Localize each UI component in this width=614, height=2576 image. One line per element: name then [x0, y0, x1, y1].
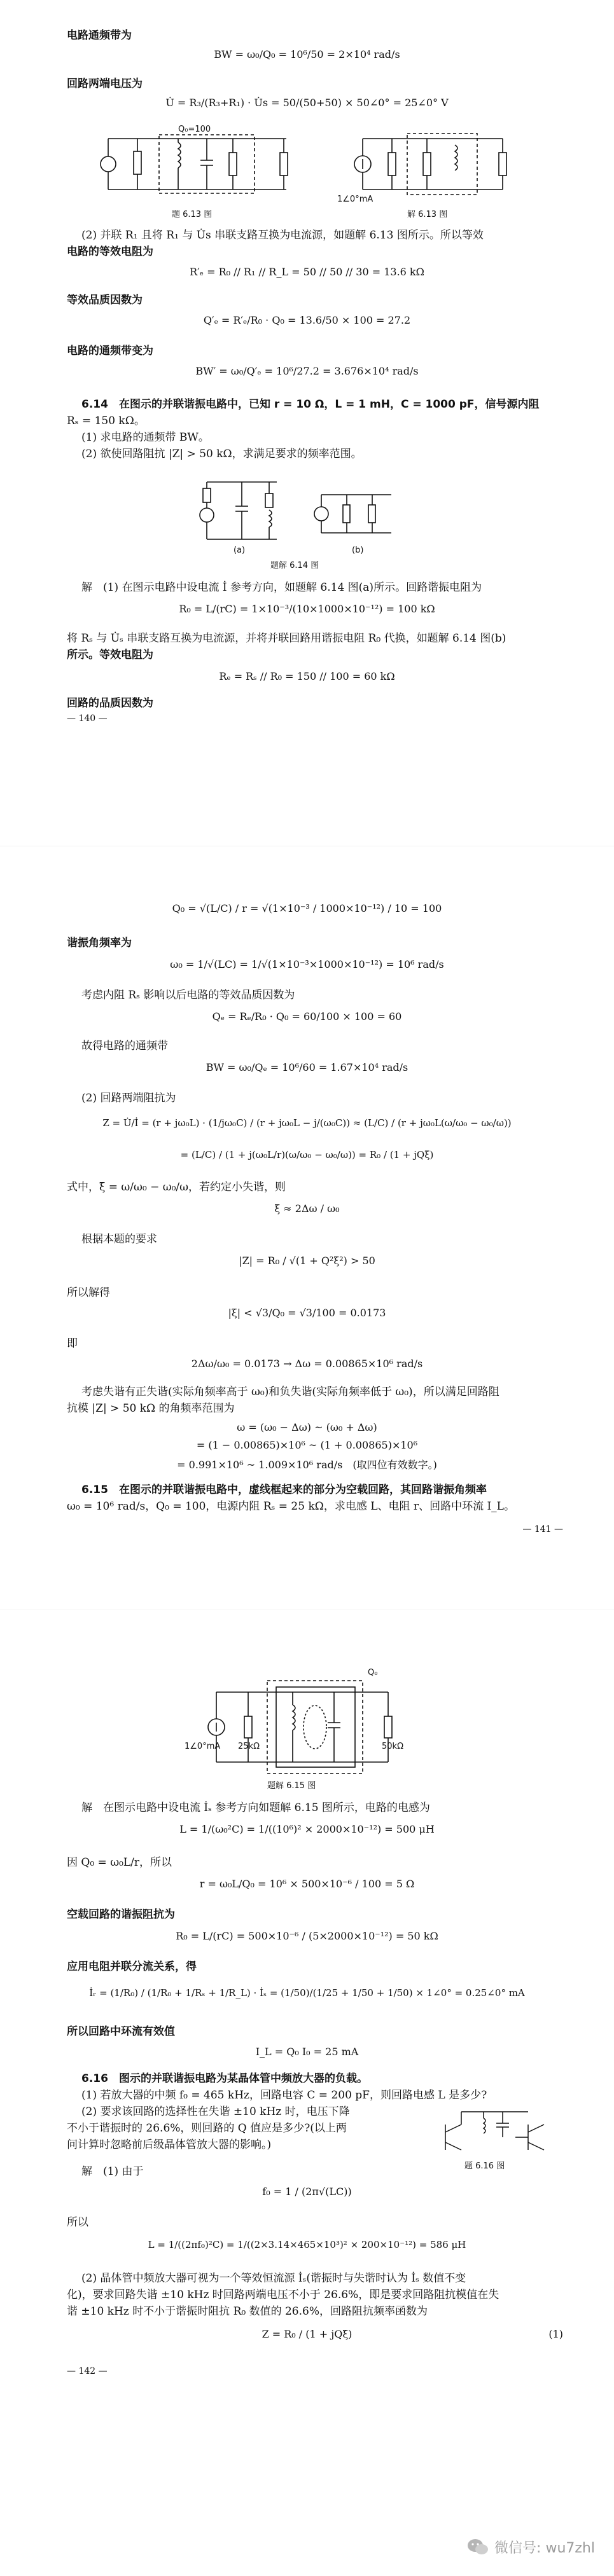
- text-line: 式中，ξ = ω/ω₀ − ω₀/ω，若约定小失谐，则: [67, 1181, 286, 1194]
- text-line: 考虑内阻 Rₛ 影响以后电路的等效品质因数为: [81, 989, 295, 1002]
- text-line: 故得电路的通频带: [81, 1040, 168, 1052]
- text-line: 所以解得: [67, 1286, 110, 1299]
- equation: Z = U̇/İ = (r + jω₀L) · (1/jω₀C) / (r + jω₀L − j/(ω₀C)) ≈ (L/C) / (r + jω₀L(ω/ω₀ − ω₀/ω)): [102, 1117, 512, 1129]
- text-line: (1) 求电路的通频带 BW。: [81, 431, 209, 444]
- equation: = (1 − 0.00865)×10⁶ ~ (1 + 0.00865)×10⁶: [196, 1439, 418, 1451]
- circuit-figure-6-14: [194, 469, 404, 570]
- equation: Rₑ = Rₛ // R₀ = 150 // 100 = 60 kΩ: [219, 670, 395, 682]
- paragraph: 谐 ±10 kHz 时不小于谐振时阻抗 R₀ 数值的 26.6%，回路阻抗频率函数为: [67, 2305, 428, 2318]
- question-6-16: 6.16 图示的并联谐振电路为某晶体管中频放大器的负载。: [81, 2072, 368, 2085]
- equation: = 0.991×10⁶ ~ 1.009×10⁶ rad/s (取四位有效数字。): [177, 1459, 437, 1471]
- question-6-14: 6.14 在图示的并联谐振电路中，已知 r = 10 Ω，L = 1 mH，C = 1000 pF，信号源内阻: [81, 398, 540, 411]
- paragraph: 考虑失谐有正失谐(实际角频率高于 ω₀)和负失谐(实际角频率低于 ω₀)，所以满足回路阻: [81, 1386, 499, 1398]
- text-line: (2) 欲使回路阻抗 |Z| > 50 kΩ，求满足要求的频率范围。: [81, 448, 362, 460]
- equation: ξ ≈ 2Δω / ω₀: [274, 1202, 340, 1215]
- paragraph: 化)，要求回路失谐 ±10 kHz 时回路两端电压不小于 26.6%，即是要求回路阻抗模值在失: [67, 2289, 499, 2301]
- text-line: 电路的通频带变为: [67, 345, 153, 357]
- figure-sublabel: (b): [352, 546, 364, 555]
- equation: |ξ| < √3/Q₀ = √3/100 = 0.0173: [228, 1307, 386, 1319]
- text-line: 电路的等效电阻为: [67, 245, 153, 258]
- wechat-icon: [466, 2538, 489, 2557]
- text-line: (2) 回路两端阻抗为: [81, 1092, 176, 1105]
- page-140: [0, 0, 614, 846]
- text-line: 回路的品质因数为: [67, 697, 153, 710]
- page-number: — 142 —: [67, 2366, 108, 2376]
- equation: = (L/C) / (1 + j(ω₀L/r)(ω/ω₀ − ω₀/ω)) = R₀ / (1 + jQξ): [180, 1149, 434, 1161]
- circuit-figure-6-13-solution: [337, 126, 522, 219]
- text-line: 所以: [67, 2216, 88, 2229]
- text-line: 不小于谐振时的 26.6%，则回路的 Q 值应是多少?(以上两: [67, 2122, 347, 2135]
- text-line: 空载回路的谐振阻抗为: [67, 1908, 175, 1921]
- text-line: (1) 若放大器的中频 f₀ = 465 kHz，回路电容 C = 200 pF，则回路电感 L 是多少?: [81, 2089, 487, 2102]
- equation: Q₀ = √(L/C) / r = √(1×10⁻³ / 1000×10⁻¹²) / 10 = 100: [172, 902, 442, 914]
- text-line: 所示。等效电阻为: [67, 649, 153, 661]
- equation: İᵣ = (1/R₀) / (1/R₀ + 1/Rₛ + 1/R_L) · İₛ = (1/50)/(1/25 + 1/50 + 1/50) × 1∠0° = 0.25∠0° mA: [89, 1987, 525, 1999]
- equation: Q′ₑ = R′ₑ/R₀ · Q₀ = 13.6/50 × 100 = 27.2: [203, 314, 411, 326]
- figure-caption: 题解 6.14 图: [270, 561, 319, 570]
- paragraph: (2) 并联 R₁ 且将 R₁ 与 U̇s 串联支路互换为电流源，如题解 6.13 图所示。所以等效: [81, 229, 484, 242]
- figure-label: 1∠0°mA: [185, 1742, 221, 1751]
- equation: 2Δω/ω₀ = 0.0173 → Δω = 0.00865×10⁶ rad/s: [191, 1358, 423, 1370]
- solution-6-14: 解 (1) 在图示电路中设电流 İ 参考方向，如题解 6.14 图(a)所示。回路谐振电阻为: [81, 581, 482, 594]
- figure-caption: 题解 6.15 图: [267, 1781, 316, 1791]
- page-141: [0, 846, 614, 1609]
- solution-6-15: 解 在图示电路中设电流 İₛ 参考方向如题解 6.15 图所示，电路的电感为: [81, 1801, 430, 1814]
- text-line: 等效品质因数为: [67, 294, 143, 307]
- equation: ω = (ω₀ − Δω) ~ (ω₀ + Δω): [237, 1421, 377, 1433]
- figure-label: 1∠0°mA: [337, 195, 373, 204]
- page-142: [0, 1609, 614, 2576]
- figure-sublabel: (a): [234, 546, 246, 555]
- paragraph: 将 Rₛ 与 U̇ₛ 串联支路互换为电流源，并将并联回路用谐振电阻 R₀ 代换，如题解 6.14 图(b): [67, 632, 506, 645]
- page-number: — 140 —: [67, 713, 108, 724]
- watermark-text: 微信号: wu7zhl: [494, 2540, 595, 2556]
- text-line: 应用电阻并联分流关系，得: [67, 1960, 197, 1973]
- equation-number: (1): [548, 2328, 563, 2340]
- equation: BW′ = ω₀/Q′ₑ = 10⁶/27.2 = 3.676×10⁴ rad/s: [195, 365, 419, 377]
- text-line: 谐振角频率为: [67, 937, 132, 949]
- equation: ω₀ = 1/√(LC) = 1/√(1×10⁻³×1000×10⁻¹²) = 10⁶ rad/s: [170, 958, 444, 970]
- text-line: 电路通频带为: [67, 29, 132, 42]
- solution-6-16: 解 (1) 由于: [81, 2165, 144, 2178]
- watermark: [466, 2537, 595, 2557]
- equation: BW = ω₀/Qₑ = 10⁶/60 = 1.67×10⁴ rad/s: [206, 1061, 408, 1073]
- equation: R₀ = L/(rC) = 500×10⁻⁶ / (5×2000×10⁻¹²) = 50 kΩ: [176, 1930, 438, 1942]
- text-line: (2) 要求该回路的选择性在失谐 ±10 kHz 时，电压下降: [81, 2105, 350, 2118]
- text-line: 即: [67, 1337, 78, 1350]
- equation: BW = ω₀/Q₀ = 10⁶/50 = 2×10⁴ rad/s: [214, 48, 400, 60]
- equation: R′ₑ = R₀ // R₁ // R_L = 50 // 50 // 30 = 13.6 kΩ: [190, 266, 424, 278]
- text-line: 抗模 |Z| > 50 kΩ 的角频率范围为: [67, 1402, 235, 1415]
- text-line: 根据本题的要求: [81, 1233, 157, 1246]
- equation: r = ω₀L/Q₀ = 10⁶ × 500×10⁻⁶ / 100 = 5 Ω: [199, 1878, 415, 1890]
- text-line: Rₛ = 150 kΩ。: [67, 415, 145, 427]
- equation: Qₑ = Rₑ/R₀ · Q₀ = 60/100 × 100 = 60: [212, 1010, 402, 1023]
- text-line: ω₀ = 10⁶ rad/s，Q₀ = 100，电源内阻 Rₛ = 25 kΩ，求电感 L、电阻 r、回路中环流 I_L。: [67, 1500, 515, 1513]
- equation: L = 1/((2πf₀)²C) = 1/((2×3.14×465×10³)² × 200×10⁻¹²) = 586 μH: [148, 2239, 466, 2250]
- circuit-figure-6-15: [185, 1667, 407, 1791]
- question-6-15: 6.15 在图示的并联谐振电路中，虚线框起来的部分为空载回路，其回路谐振角频率: [81, 1484, 487, 1496]
- equation: I_L = Q₀ I₀ = 25 mA: [255, 2046, 359, 2058]
- equation: |Z| = R₀ / √(1 + Q²ξ²) > 50: [239, 1255, 375, 1267]
- figure-label: Q₀: [368, 1668, 378, 1677]
- text-line: 回路两端电压为: [67, 78, 143, 90]
- equation: U̇ = R₃/(R₃+R₁) · U̇s = 50/(50+50) × 50∠0° = 25∠0° V: [165, 97, 449, 109]
- circuit-figure-6-16: [433, 2099, 560, 2171]
- equation: f₀ = 1 / (2π√(LC)): [262, 2186, 352, 2198]
- text-line: 所以回路中环流有效值: [67, 2025, 175, 2038]
- figure-label: 50kΩ: [382, 1742, 404, 1751]
- circuit-figure-6-13: [95, 125, 312, 219]
- figure-label: Q₀=100: [178, 125, 211, 134]
- text-line: 问计算时忽略前后级晶体管放大器的影响。): [67, 2139, 272, 2151]
- figure-caption: 题 6.16 图: [464, 2161, 505, 2171]
- figure-caption: 解 6.13 图: [407, 210, 448, 219]
- text-line: 因 Q₀ = ω₀L/r，所以: [67, 1856, 172, 1869]
- figure-label: 25kΩ: [238, 1742, 260, 1751]
- page-number: — 141 —: [522, 1524, 563, 1534]
- paragraph: (2) 晶体管中频放大器可视为一个等效恒流源 İₛ(谐振时与失谐时认为 İₛ 数值不变: [81, 2272, 466, 2285]
- equation: Z = R₀ / (1 + jQξ): [262, 2328, 352, 2340]
- equation: R₀ = L/(rC) = 1×10⁻³/(10×1000×10⁻¹²) = 100 kΩ: [179, 603, 435, 615]
- figure-caption: 题 6.13 图: [172, 210, 213, 219]
- equation: L = 1/(ω₀²C) = 1/((10⁶)² × 2000×10⁻¹²) = 500 μH: [179, 1823, 435, 1835]
